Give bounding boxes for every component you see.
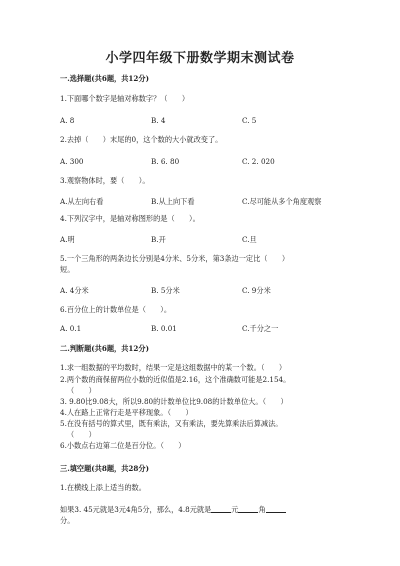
option-b: B. 0.01 (151, 324, 177, 333)
option-a: A. 0.1 (60, 324, 82, 333)
question-text: 2.去掉（ ）末尾的0，这个数的大小就改变了。 (60, 135, 223, 144)
unit-jiao: 角 (258, 505, 266, 514)
answer-blank-fen[interactable] (266, 504, 286, 513)
option-a: A. 4分米 (60, 286, 89, 295)
fill-question-line (60, 504, 286, 515)
statement: 3. 9.80比9.08大，所以9.80的计数单位比9.08的计数单位大。（ ） (60, 397, 288, 406)
question-text: 5.一个三角形的两条边长分别是4分米、5分米，第3条边一定比（ ） (60, 254, 290, 263)
question-text: 1.下面哪个数字是轴对称数字？（ ） (60, 94, 190, 103)
question-text: 6.百分位上的计数单位是（ ）。 (60, 305, 172, 314)
answer-blank-jiao[interactable] (238, 504, 258, 513)
fill-question-end: 分。 (60, 516, 75, 525)
option-c: C.千分之一 (242, 324, 279, 333)
option-c: C. 5 (242, 116, 257, 125)
fill-question-text: 如果3. 45元就是3元4角5分，那么，4.8元就是 (60, 505, 212, 514)
option-a: A. 8 (60, 116, 75, 125)
option-a: A.明 (60, 235, 75, 244)
statement: 4.人在路上正常行走是平移现象。（ ） (60, 408, 193, 417)
option-b: B.开 (151, 235, 166, 244)
option-row (60, 235, 350, 245)
option-c: C.旦 (242, 235, 257, 244)
option-row (60, 286, 350, 296)
statement: 2.两个数的商保留两位小数的近似值是2.16，这个准确数可能是2.154。 (60, 375, 291, 384)
option-b: B.从上向下看 (151, 197, 195, 206)
statement: 1.求一组数据的平均数时，结果一定是这组数据中的某一个数。（ ） (60, 363, 287, 372)
section-heading-judgement: 二.判断题(共6题，共12分) (60, 344, 149, 353)
question-text: 3.观察物体时，要（ ）。 (60, 176, 150, 185)
statement-continued: （ ） (67, 386, 96, 395)
option-row (60, 116, 350, 126)
statement: 6.小数点右边第二位是百分位。（ ） (60, 441, 186, 450)
option-a: A. 300 (60, 157, 84, 166)
option-row (60, 197, 350, 207)
option-b: B. 6. 80 (151, 157, 180, 166)
option-c: C. 2. 020 (242, 157, 275, 166)
option-row (60, 157, 350, 167)
option-c: C. 9分米 (242, 286, 271, 295)
option-row (60, 324, 350, 334)
option-b: B. 4 (151, 116, 166, 125)
statement-continued: （ ） (67, 430, 96, 439)
question-text-continued: 短。 (60, 265, 75, 274)
option-a: A.从左向右看 (60, 197, 104, 206)
answer-blank-yuan[interactable] (211, 504, 231, 513)
question-text: 1.在横线上添上适当的数。 (60, 483, 146, 492)
statement: 5.在没有括号的算式里，既有乘法，又有乘法，要先算乘法后算减法。 (60, 419, 283, 428)
section-heading-choice: 一.选择题(共6题，共12分) (60, 74, 149, 83)
option-b: B. 5分米 (151, 286, 180, 295)
unit-yuan: 元 (231, 505, 239, 514)
section-heading-fill: 三.填空题(共8题，共28分) (60, 464, 149, 473)
page-title: 小学四年级下册数学期末测试卷 (105, 51, 295, 66)
question-text: 4.下列汉字中，是轴对称图形的是（ ）。 (60, 214, 200, 223)
option-c: C.尽可能从多个角度观察 (242, 197, 322, 206)
